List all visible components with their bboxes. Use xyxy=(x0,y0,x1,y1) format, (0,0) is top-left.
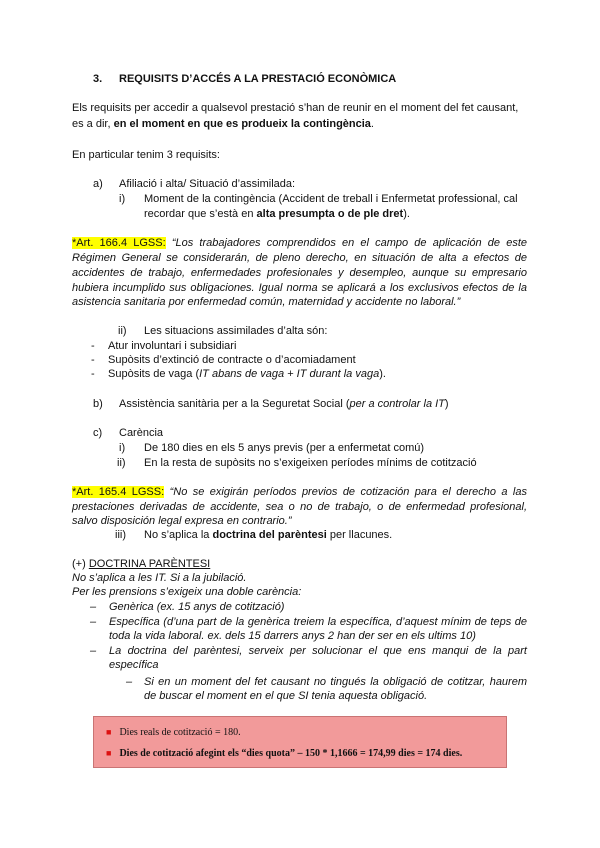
doctrina-line-2: Per les prensions s’exigeix una doble carència: xyxy=(72,586,302,598)
req-c-label: Carència xyxy=(119,427,164,439)
calculation-row-2: ■ Dies de cotització afegint els “dies quota” – 150 * 1,1666 = 174,99 dies = 174 dies. xyxy=(106,748,463,759)
req-c-marker: c) xyxy=(93,427,103,439)
req-c-ii-text: En la resta de supòsits no s’exigeixen períodes mínims de cotització xyxy=(144,457,477,469)
req-c-ii-marker: ii) xyxy=(117,457,126,469)
intro-line-1: Els requisits per accedir a qualsevol prestació s’han de reunir en el moment del fet causant, xyxy=(72,102,519,114)
sub-list-item-line: de buscar el moment en el que SI tenia aquesta obligació. xyxy=(144,690,428,702)
bullet-icon: ■ xyxy=(106,727,112,737)
req-a-sub-i-line-2: recordar que s’està en alta presumpta o de ple dret). xyxy=(144,208,410,220)
req-c-i-marker: i) xyxy=(119,442,126,454)
assimilades-marker: ii) xyxy=(118,325,127,337)
req-a-sub-i-line-1: Moment de la contingència (Accident de treball i Enfermetat professional, cal xyxy=(144,193,518,205)
calculation-box xyxy=(93,716,507,768)
req-a-sub-i-marker: i) xyxy=(119,193,126,205)
quote2-iii-text: No s’aplica la doctrina del parèntesi per llacunes. xyxy=(144,529,393,541)
doctrina-title: (+) DOCTRINA PARÈNTESI xyxy=(72,558,211,570)
quote1-line-3: accidentes de trabajo, enfermedades profesionales y desempleo, aunque su empresario xyxy=(72,267,527,279)
req-c-i-text: De 180 dies en els 5 anys previs (per a enfermetat comú) xyxy=(144,442,425,454)
list-item-line: específica xyxy=(109,659,159,671)
quote2-iii-marker: iii) xyxy=(115,529,126,541)
quote1-ref: *Art. 166.4 LGSS: xyxy=(72,237,166,249)
quote2-line-3: salvo disposición legal expresa en contrario.” xyxy=(72,515,292,527)
quote1-line-1: *Art. 166.4 LGSS: “Los trabajadores comprendidos en el campo de aplicación de este xyxy=(72,237,527,249)
list-item: - Supòsits d’extinció de contracte o d’acomiadament xyxy=(91,354,356,366)
list-item-line: toda la vida laboral. ex. dels 15 darrers anys 2 han der ser en els ultims 10) xyxy=(109,630,476,642)
section-number: 3. xyxy=(93,73,103,85)
list-item: - Atur involuntari i subsidiari xyxy=(91,340,237,352)
list-item: – xyxy=(90,645,97,657)
section-title: REQUISITS D’ACCÉS A LA PRESTACIÓ ECONÒMICA xyxy=(119,73,397,85)
calculation-row-1: ■ Dies reals de cotització = 180. xyxy=(106,727,241,738)
quote1-line-4: hubiera incumplido sus obligaciones. Igual norma se aplicará a los exclusivos efectos de la xyxy=(72,282,527,294)
list-item-line: Específica (d’una part de la genèrica treiem la específica, d’aquest mínim de teps de xyxy=(109,616,527,628)
req-b-marker: b) xyxy=(93,398,103,410)
list-item: - Supòsits de vaga (IT abans de vaga + IT durant la vaga). xyxy=(91,368,386,380)
quote1-line-2: Régimen General se considerarán, de pleno derecho, en situación de alta a efectos de xyxy=(72,252,527,264)
quote1-line-5: asistencia sanitaria por enfermedad común, maternidad y accidente no laboral.” xyxy=(72,296,461,308)
list-item: – Genèrica (ex. 15 anys de cotització) xyxy=(90,601,285,613)
quote2-line-2: prestaciones derivadas de accidente, sea o no de trabajo, o de enfermedad profesional, xyxy=(72,501,527,513)
assimilades-label: Les situacions assimilades d’alta són: xyxy=(144,325,328,337)
req-b-text: Assistència sanitària per a la Seguretat Social (per a controlar la IT) xyxy=(119,398,449,410)
list-item-line: La doctrina del parèntesi, serveix per solucionar el que ens manqui de la part xyxy=(109,645,527,657)
intro-line-2: es a dir, en el moment en que es produeix la contingència. xyxy=(72,118,374,130)
sub-list-item-line: Si en un moment del fet causant no tingués la obligació de cotitzar, haurem xyxy=(144,676,527,688)
req-a-label: Afiliació i alta/ Situació d’assimilada: xyxy=(119,178,296,190)
quote2-line-1: *Art. 165.4 LGSS: “No se exigirán períodos previos de cotización para el derecho a las xyxy=(72,486,527,498)
req-a-marker: a) xyxy=(93,178,103,190)
list-item: – xyxy=(90,616,97,628)
particular-text: En particular tenim 3 requisits: xyxy=(72,149,220,161)
quote2-ref: *Art. 165.4 LGSS: xyxy=(72,486,165,498)
bullet-icon: ■ xyxy=(106,748,112,758)
sub-list-item: – xyxy=(126,676,133,688)
doctrina-line-1: No s’aplica a les IT. Si a la jubilació. xyxy=(72,572,247,584)
